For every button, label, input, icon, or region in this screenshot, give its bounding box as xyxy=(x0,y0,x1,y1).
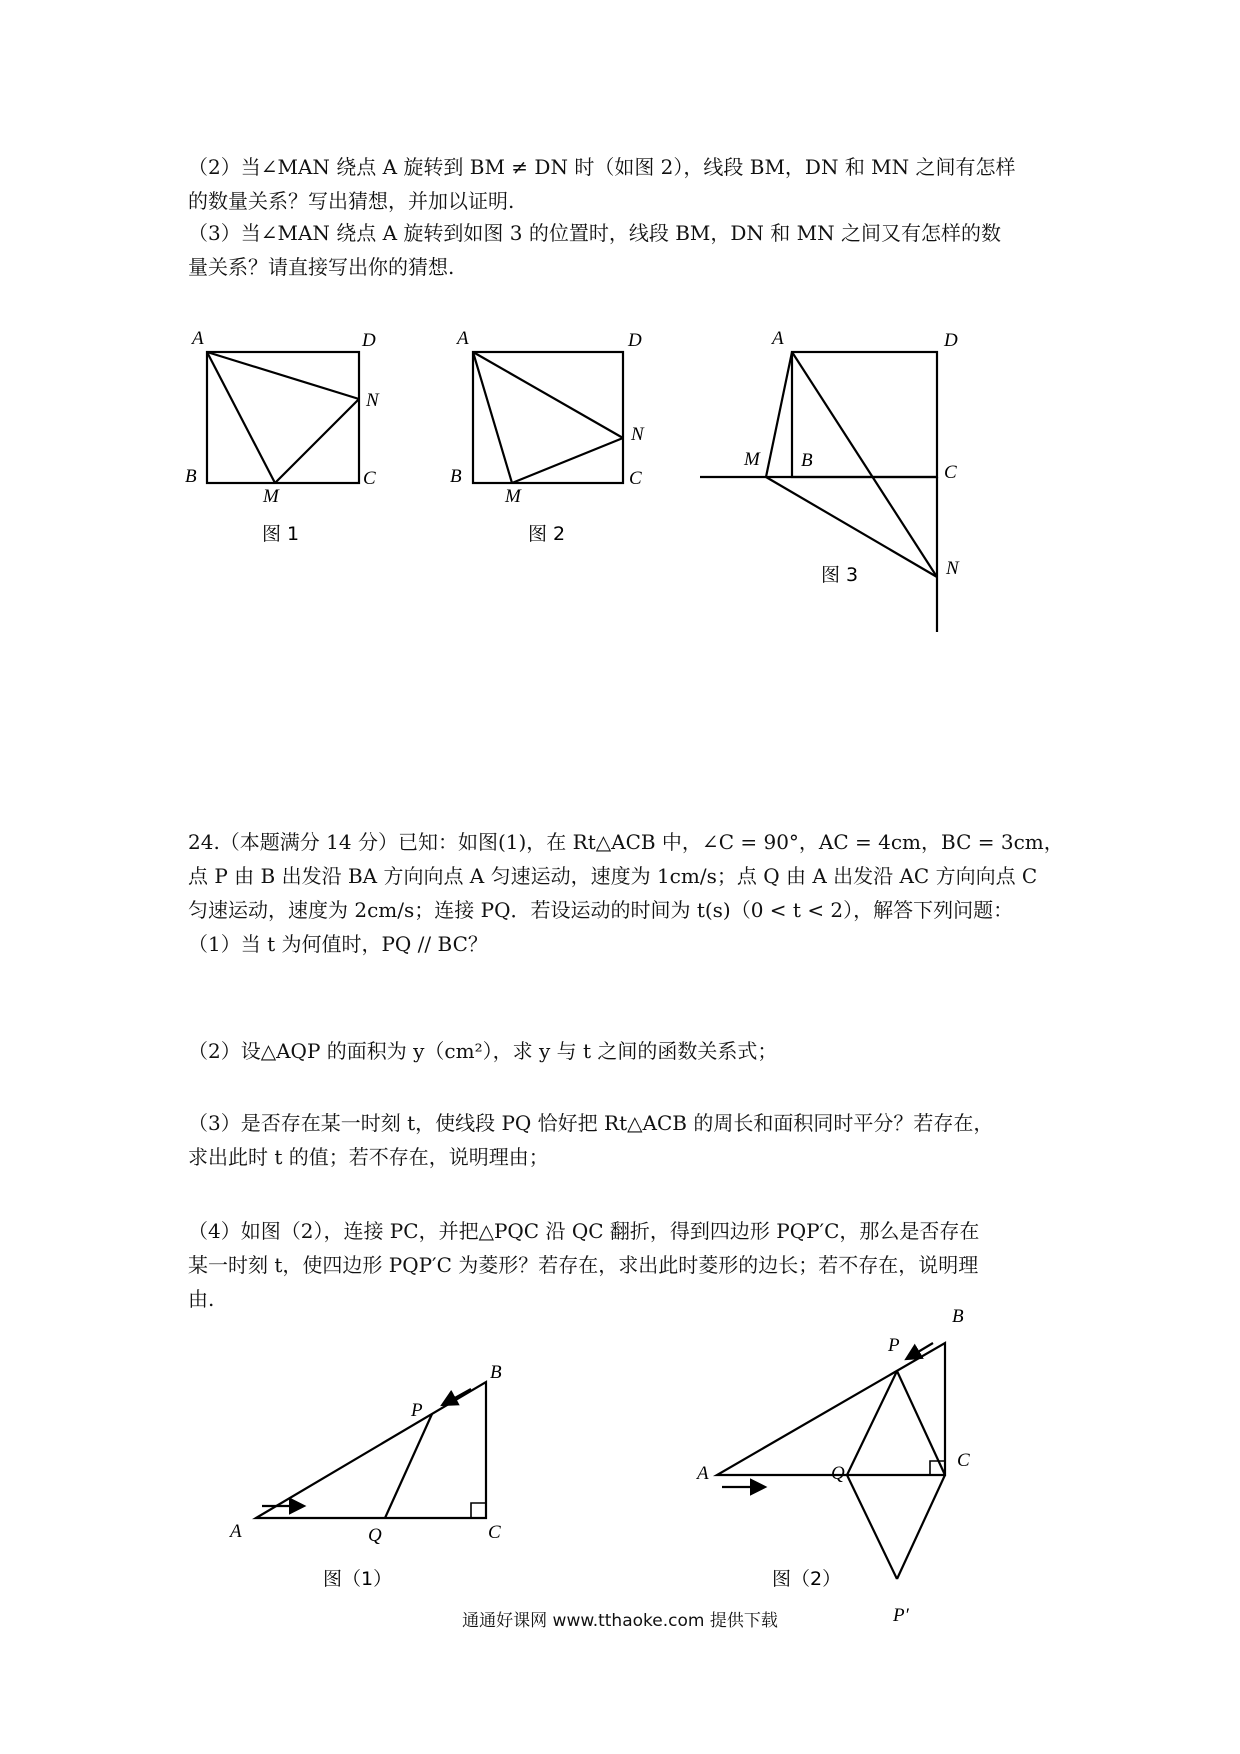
fig24-2-label-c: C xyxy=(957,1450,970,1471)
figure-24-1 xyxy=(256,1382,486,1518)
fig1-label-d: D xyxy=(362,330,376,351)
fig3-label-c: C xyxy=(944,462,957,483)
fig2-label-m: M xyxy=(505,486,521,507)
fig1-caption: 图 1 xyxy=(262,523,300,545)
fig24-1-right-angle-mark xyxy=(471,1503,486,1518)
q24-part3-line1: （3）是否存在某一时刻 t，使线段 PQ 恰好把 Rt△ACB 的周长和面积同时平分？若存在， xyxy=(188,1111,994,1135)
fig2-label-a: A xyxy=(457,328,469,349)
fig1-square xyxy=(207,352,359,483)
fig3-label-b: B xyxy=(801,450,813,471)
fig3-label-m: M xyxy=(744,449,760,470)
q24-part4 xyxy=(188,1214,1068,1316)
fig24-1-label-a: A xyxy=(230,1521,242,1542)
q23-part3-line2: 量关系？请直接写出你的猜想. xyxy=(188,255,455,279)
fig2-label-b: B xyxy=(450,466,462,487)
figure-24-2 xyxy=(717,1343,945,1579)
fig24-2-label-q: Q xyxy=(831,1463,845,1484)
fig24-2-label-p: P xyxy=(888,1335,900,1356)
fig24-2-label-p-prime: P′ xyxy=(893,1605,909,1626)
fig24-1-label-p: P xyxy=(411,1400,423,1421)
fig24-1-label-q: Q xyxy=(368,1525,382,1546)
fig2-label-n: N xyxy=(631,424,644,445)
fig24-1-arrow-p xyxy=(444,1389,471,1404)
q23-part2-line2: 的数量关系？写出猜想，并加以证明. xyxy=(188,189,515,213)
q24-part4-line1: （4）如图（2），连接 PC，并把△PQC 沿 QC 翻折，得到四边形 PQP′C，那么是否存在 xyxy=(188,1219,980,1243)
q24-part2: （2）设△AQP 的面积为 y（cm²），求 y 与 t 之间的函数关系式； xyxy=(188,1039,778,1063)
figure-3 xyxy=(700,352,937,632)
q24-part1: （1）当 t 为何值时，PQ // BC？ xyxy=(188,932,488,956)
fig24-2-arrow-p xyxy=(908,1343,933,1358)
fig24-2-segment-pc xyxy=(897,1371,945,1475)
q24-part4-line2: 某一时刻 t，使四边形 PQP′C 为菱形？若存在，求出此时菱形的边长；若不存在，说明理 xyxy=(188,1253,979,1277)
page-footer: 通通好课网 www.tthaoke.com 提供下载 xyxy=(462,1611,778,1631)
fig24-2-segment-pq xyxy=(847,1371,897,1475)
fig24-1-triangle xyxy=(256,1382,486,1518)
fig1-segment-mn xyxy=(275,399,359,483)
fig24-2-segment-qpp xyxy=(847,1475,897,1579)
fig3-segment-mn xyxy=(766,477,937,577)
fig1-label-c: C xyxy=(363,468,376,489)
fig24-2-segment-cpp xyxy=(897,1475,945,1579)
fig24-2-caption: 图（2） xyxy=(772,1568,842,1590)
fig2-segment-mn xyxy=(512,438,623,483)
q24-line2: 点 P 由 B 出发沿 BA 方向向点 A 匀速运动，速度为 1cm/s；点 Q 由 A 出发沿 AC 方向向点 C xyxy=(188,864,1038,888)
fig3-caption: 图 3 xyxy=(821,564,859,586)
fig1-label-a: A xyxy=(192,328,204,349)
q24-part4-line3: 由. xyxy=(188,1287,215,1311)
q24-part3-line2: 求出此时 t 的值；若不存在，说明理由； xyxy=(188,1145,549,1169)
fig24-2-triangle xyxy=(717,1343,945,1475)
figure-2 xyxy=(473,352,623,483)
fig24-2-right-angle-mark xyxy=(930,1461,945,1475)
fig1-label-b: B xyxy=(185,466,197,487)
fig3-square xyxy=(792,352,937,477)
fig3-label-n: N xyxy=(946,558,959,579)
fig1-label-m: M xyxy=(263,486,279,507)
fig24-1-label-b: B xyxy=(490,1362,502,1383)
q23-part2-line1: （2）当∠MAN 绕点 A 旋转到 BM ≠ DN 时（如图 2），线段 BM，DN 和 MN 之间有怎样 xyxy=(188,155,1016,179)
fig3-label-d: D xyxy=(944,330,958,351)
fig2-square xyxy=(473,352,623,483)
fig1-segment-an xyxy=(207,352,359,399)
fig24-2-label-b: B xyxy=(952,1306,964,1327)
fig2-label-c: C xyxy=(629,468,642,489)
fig1-label-n: N xyxy=(366,390,379,411)
q23-part3-line1: （3）当∠MAN 绕点 A 旋转到如图 3 的位置时，线段 BM，DN 和 MN 之间又有怎样的数 xyxy=(188,221,1001,245)
q24-line3: 匀速运动，速度为 2cm/s；连接 PQ．若设运动的时间为 t(s)（0 < t < 2），解答下列问题： xyxy=(188,898,1014,922)
figure-1 xyxy=(207,352,359,483)
fig24-1-label-c: C xyxy=(488,1522,501,1543)
fig3-segment-am xyxy=(766,352,792,477)
fig24-1-segment-pq xyxy=(385,1414,432,1518)
fig1-segment-am xyxy=(207,352,275,483)
fig3-label-a: A xyxy=(772,328,784,349)
q24-part3 xyxy=(188,1106,1068,1174)
fig3-segment-an xyxy=(792,352,937,577)
q23-figures xyxy=(0,0,1240,700)
fig2-caption: 图 2 xyxy=(528,523,566,545)
fig24-2-label-a: A xyxy=(697,1463,709,1484)
q24-statement xyxy=(188,825,1068,961)
q24-line1: 24.（本题满分 14 分）已知：如图(1)，在 Rt△ACB 中，∠C = 90°，AC = 4cm，BC = 3cm， xyxy=(188,830,1064,854)
fig24-1-caption: 图（1） xyxy=(323,1568,393,1590)
fig2-label-d: D xyxy=(628,330,642,351)
